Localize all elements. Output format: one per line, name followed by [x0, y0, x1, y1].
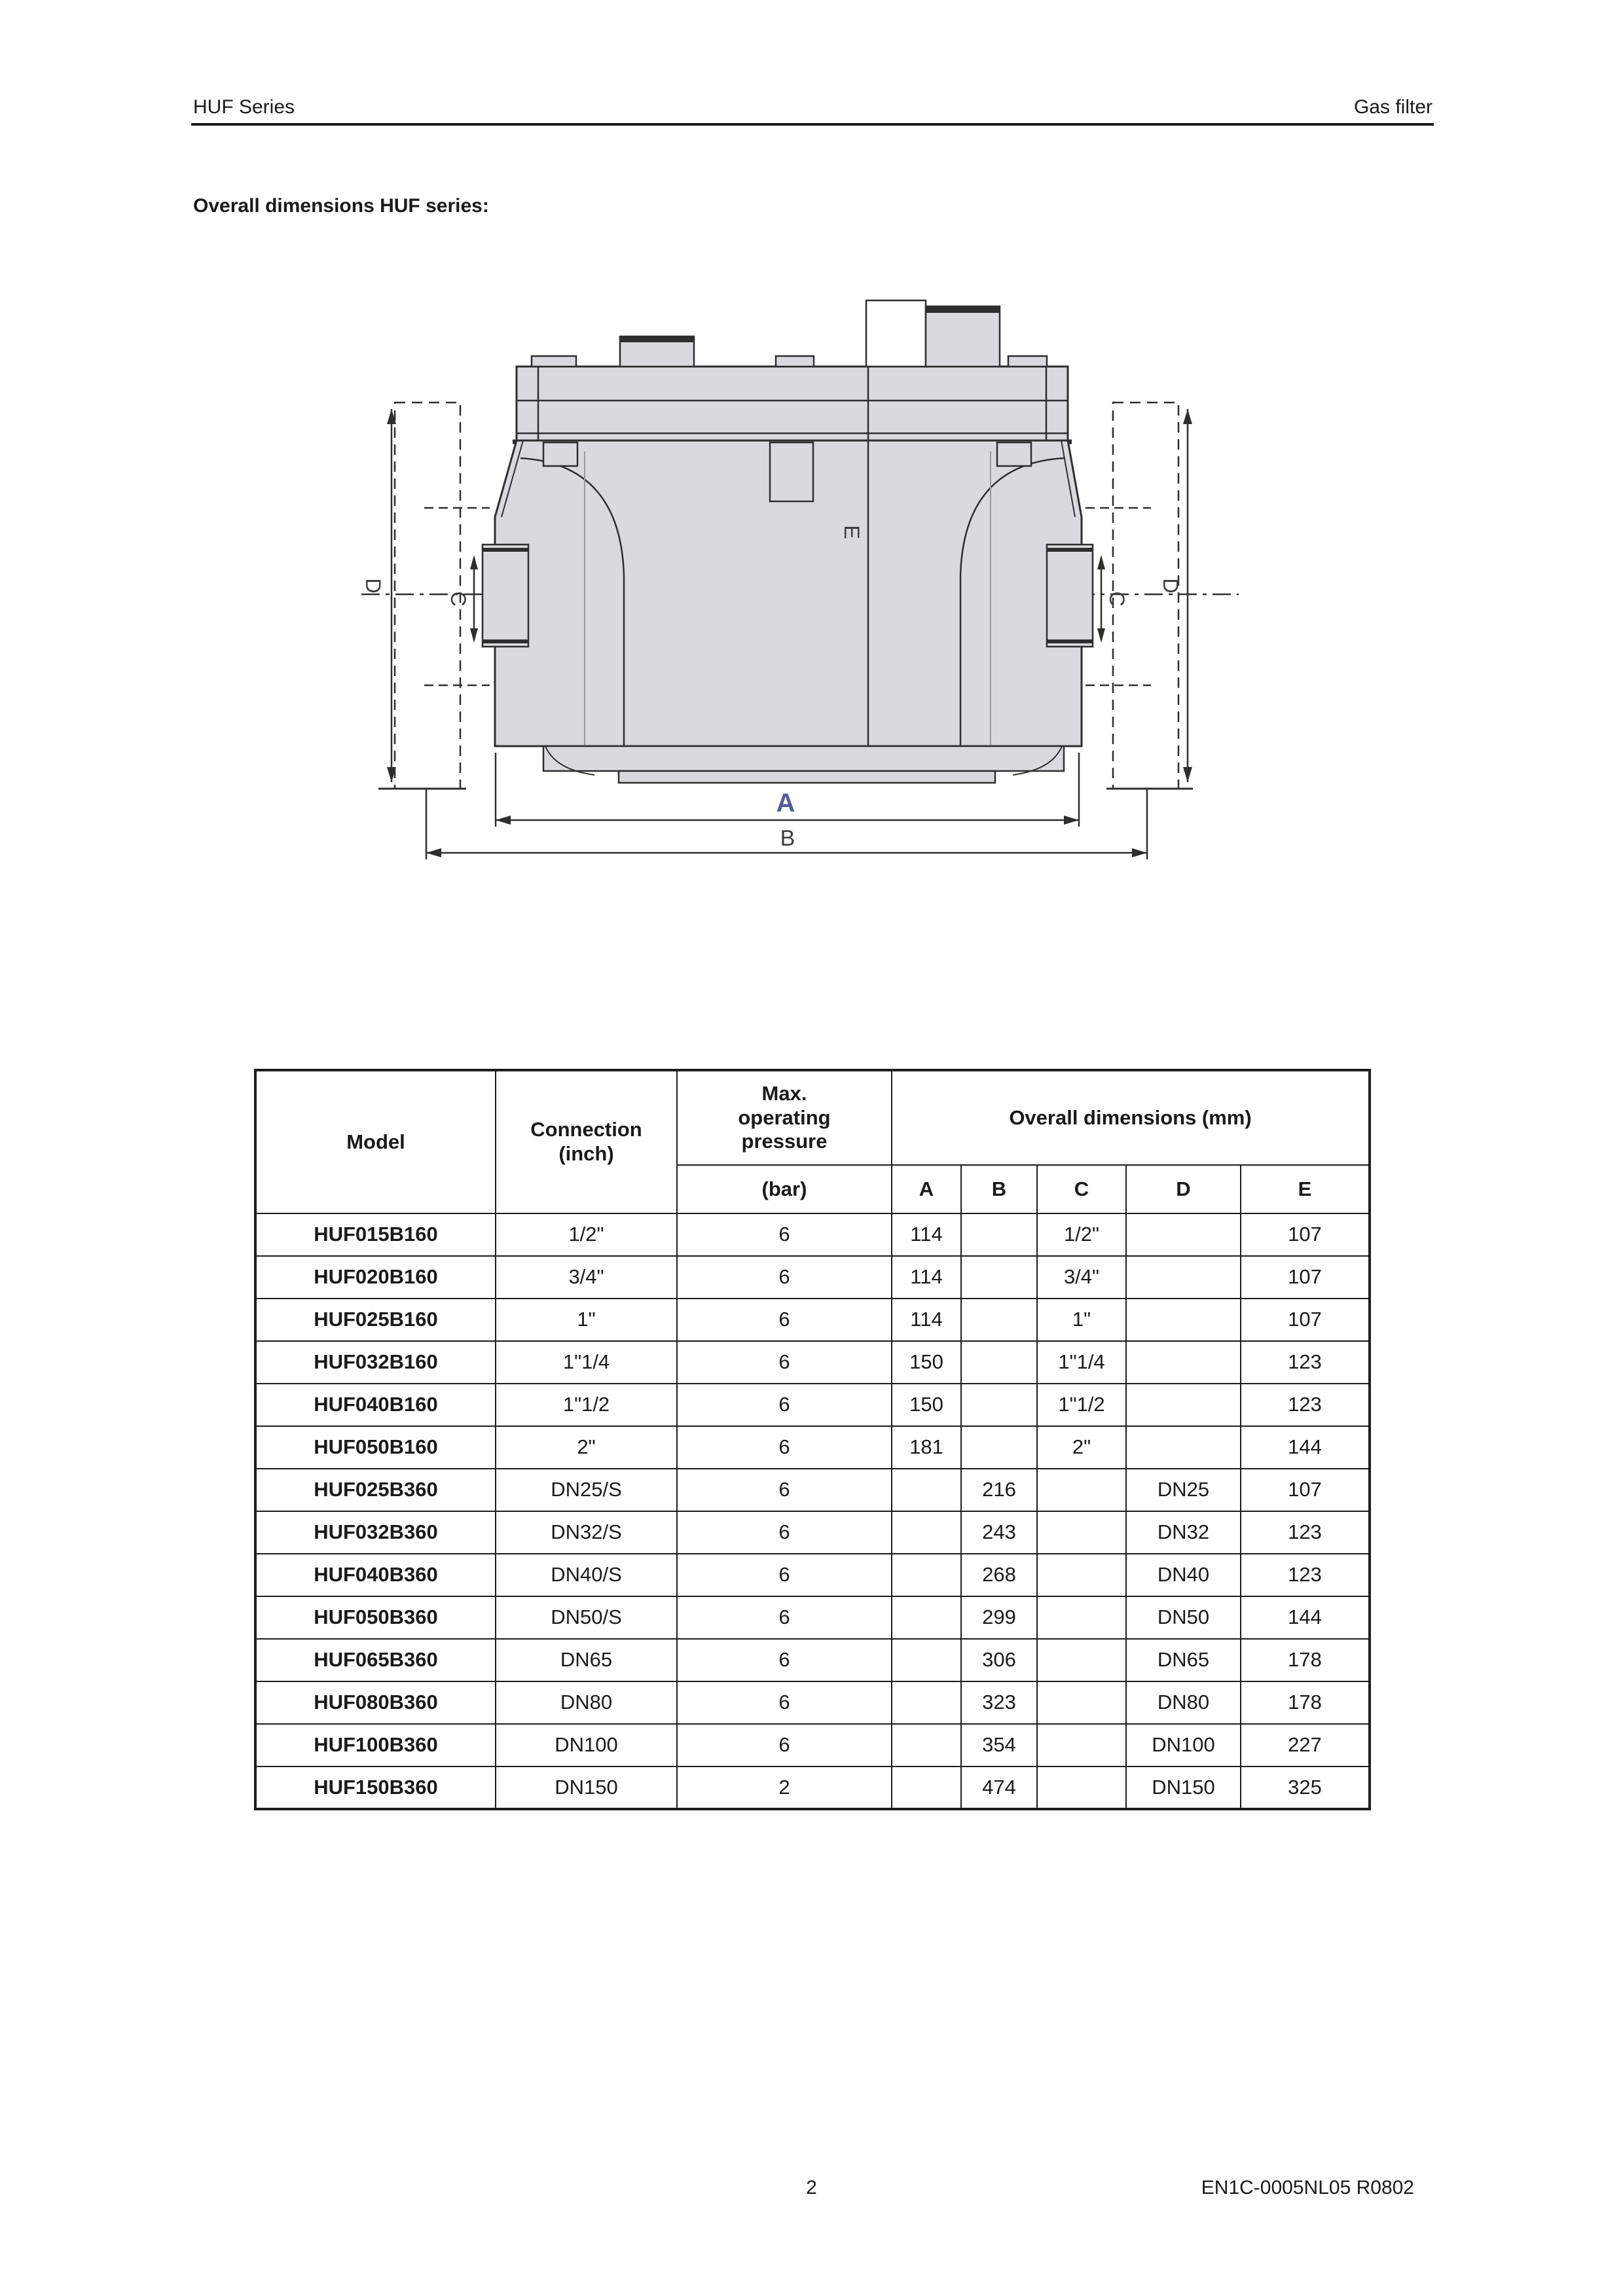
cell-b: [961, 1213, 1037, 1256]
cell-pressure: 6: [677, 1469, 892, 1511]
header-rule: [191, 123, 1434, 126]
cell-c: [1037, 1681, 1126, 1724]
cell-c: [1037, 1511, 1126, 1554]
cell-connection: DN65: [496, 1639, 677, 1681]
cell-d: DN150: [1126, 1767, 1241, 1809]
cover-tab-center: [776, 356, 814, 367]
cell-pressure: 6: [677, 1596, 892, 1639]
cell-a: [892, 1511, 961, 1554]
cell-c: [1037, 1596, 1126, 1639]
cell-c: [1037, 1767, 1126, 1809]
cover-tab-left: [532, 356, 576, 367]
cell-connection: DN80: [496, 1681, 677, 1724]
drawing-lines: [361, 300, 1239, 859]
cell-e: 144: [1241, 1596, 1370, 1639]
col-header-d: D: [1126, 1165, 1241, 1213]
table-row: [255, 1554, 1370, 1596]
cell-e: 123: [1241, 1554, 1370, 1596]
table-row: [255, 1213, 1370, 1256]
cell-a: 114: [892, 1256, 961, 1299]
cell-a: [892, 1596, 961, 1639]
cell-pressure: 6: [677, 1554, 892, 1596]
table-row: [255, 1256, 1370, 1299]
cell-b: [961, 1341, 1037, 1384]
col-header-c: C: [1037, 1165, 1126, 1213]
section-title: Overall dimensions HUF series:: [193, 195, 489, 217]
cell-e: 107: [1241, 1256, 1370, 1299]
cell-e: 178: [1241, 1681, 1370, 1724]
cell-connection: DN32/S: [496, 1511, 677, 1554]
cell-a: 181: [892, 1426, 961, 1469]
cell-e: 107: [1241, 1213, 1370, 1256]
cell-d: [1126, 1426, 1241, 1469]
cover-bracket-center: [770, 442, 813, 501]
dim-label-a: A: [776, 789, 795, 817]
col-header-dims-group: Overall dimensions (mm): [892, 1070, 1370, 1165]
cell-model: HUF080B360: [255, 1681, 496, 1724]
bottom-plate: [619, 771, 995, 783]
cell-c: [1037, 1724, 1126, 1767]
dim-label-d-left: D: [361, 578, 385, 594]
cell-d: [1126, 1213, 1241, 1256]
cell-d: DN50: [1126, 1596, 1241, 1639]
cell-pressure: 6: [677, 1341, 892, 1384]
cell-d: [1126, 1256, 1241, 1299]
cell-model: HUF032B160: [255, 1341, 496, 1384]
cell-d: [1126, 1341, 1241, 1384]
cell-model: HUF100B360: [255, 1724, 496, 1767]
table-row: [255, 1341, 1370, 1384]
cell-a: [892, 1724, 961, 1767]
cell-c: 1"1/4: [1037, 1341, 1126, 1384]
cell-pressure: 6: [677, 1299, 892, 1341]
cell-pressure: 6: [677, 1426, 892, 1469]
cell-b: 474: [961, 1767, 1037, 1809]
cell-model: HUF050B360: [255, 1596, 496, 1639]
cell-c: 1"1/2: [1037, 1384, 1126, 1426]
cell-a: [892, 1554, 961, 1596]
table-row: [255, 1639, 1370, 1681]
top-cover-plate: [517, 367, 1068, 440]
header-series-label: HUF Series: [193, 96, 295, 118]
footer-page-number: 2: [806, 2177, 817, 2198]
cell-e: 107: [1241, 1469, 1370, 1511]
cell-connection: 1": [496, 1299, 677, 1341]
cell-model: HUF065B360: [255, 1639, 496, 1681]
col-header-b: B: [961, 1165, 1037, 1213]
cell-model: HUF020B160: [255, 1256, 496, 1299]
cell-c: [1037, 1639, 1126, 1681]
cell-connection: DN50/S: [496, 1596, 677, 1639]
cell-connection: 1/2": [496, 1213, 677, 1256]
cell-a: [892, 1469, 961, 1511]
table-body: [255, 1213, 1370, 1809]
cell-d: DN100: [1126, 1724, 1241, 1767]
cell-c: [1037, 1469, 1126, 1511]
cell-model: HUF150B360: [255, 1767, 496, 1809]
side-lug-right: [1047, 545, 1093, 647]
technical-drawing: [354, 281, 1283, 877]
top-port-left-cap: [620, 336, 694, 342]
cell-e: 144: [1241, 1426, 1370, 1469]
cell-model: HUF032B360: [255, 1511, 496, 1554]
cell-c: 2": [1037, 1426, 1126, 1469]
cell-d: DN80: [1126, 1681, 1241, 1724]
cell-d: [1126, 1384, 1241, 1426]
cell-e: 123: [1241, 1384, 1370, 1426]
cell-b: 323: [961, 1681, 1037, 1724]
top-port-right-cap: [926, 306, 1000, 313]
cell-pressure: 6: [677, 1213, 892, 1256]
cell-b: 299: [961, 1596, 1037, 1639]
cell-a: [892, 1639, 961, 1681]
cell-a: 114: [892, 1299, 961, 1341]
cell-e: 123: [1241, 1341, 1370, 1384]
col-header-connection: Connection (inch): [496, 1070, 677, 1213]
bottom-skirt: [543, 746, 1064, 771]
cell-pressure: 6: [677, 1384, 892, 1426]
cell-c: [1037, 1554, 1126, 1596]
cover-tab-right: [1008, 356, 1047, 367]
col-header-model: Model: [255, 1070, 496, 1213]
table-row: [255, 1767, 1370, 1809]
cell-c: 1/2": [1037, 1213, 1126, 1256]
table-row: [255, 1681, 1370, 1724]
cell-e: 107: [1241, 1299, 1370, 1341]
cell-model: HUF040B160: [255, 1384, 496, 1426]
cell-d: DN65: [1126, 1639, 1241, 1681]
cell-a: 150: [892, 1341, 961, 1384]
top-port-right-gray: [926, 306, 1000, 367]
col-header-pressure-unit: (bar): [677, 1165, 892, 1213]
side-lug-left: [483, 545, 528, 647]
cell-pressure: 6: [677, 1511, 892, 1554]
cell-a: [892, 1767, 961, 1809]
cell-d: DN40: [1126, 1554, 1241, 1596]
cell-model: HUF025B360: [255, 1469, 496, 1511]
cell-b: 268: [961, 1554, 1037, 1596]
cell-model: HUF015B160: [255, 1213, 496, 1256]
cover-bracket-right: [997, 442, 1031, 466]
header-product-label: Gas filter: [1353, 96, 1432, 118]
cell-b: 306: [961, 1639, 1037, 1681]
cell-connection: DN25/S: [496, 1469, 677, 1511]
cell-connection: 1"1/2: [496, 1384, 677, 1426]
dim-label-c-left: C: [447, 591, 470, 607]
cell-pressure: 2: [677, 1767, 892, 1809]
cell-b: 216: [961, 1469, 1037, 1511]
cell-b: [961, 1256, 1037, 1299]
cell-d: DN32: [1126, 1511, 1241, 1554]
cell-connection: DN150: [496, 1767, 677, 1809]
cell-d: DN25: [1126, 1469, 1241, 1511]
cell-b: [961, 1384, 1037, 1426]
cell-e: 325: [1241, 1767, 1370, 1809]
cell-c: 3/4": [1037, 1256, 1126, 1299]
cell-pressure: 6: [677, 1724, 892, 1767]
col-header-e: E: [1241, 1165, 1370, 1213]
cell-model: HUF050B160: [255, 1426, 496, 1469]
cell-connection: 2": [496, 1426, 677, 1469]
cell-b: [961, 1299, 1037, 1341]
cell-c: 1": [1037, 1299, 1126, 1341]
cell-b: [961, 1426, 1037, 1469]
cover-bracket-left: [543, 442, 577, 466]
table-row: [255, 1299, 1370, 1341]
cell-a: 150: [892, 1384, 961, 1426]
cell-model: HUF040B360: [255, 1554, 496, 1596]
dimensions-table: [254, 1069, 1371, 1810]
cell-e: 227: [1241, 1724, 1370, 1767]
dim-label-e: E: [840, 525, 864, 539]
cell-connection: 3/4": [496, 1256, 677, 1299]
col-header-pressure: Max. operating pressure: [677, 1070, 892, 1165]
cell-e: 123: [1241, 1511, 1370, 1554]
cell-a: 114: [892, 1213, 961, 1256]
table-row: [255, 1469, 1370, 1511]
table-row: [255, 1426, 1370, 1469]
cell-b: 243: [961, 1511, 1037, 1554]
table-row: [255, 1724, 1370, 1767]
cell-pressure: 6: [677, 1256, 892, 1299]
table-row: [255, 1596, 1370, 1639]
cell-a: [892, 1681, 961, 1724]
dim-label-d-right: D: [1159, 578, 1182, 594]
table-row: [255, 1511, 1370, 1554]
cell-b: 354: [961, 1724, 1037, 1767]
cell-e: 178: [1241, 1639, 1370, 1681]
cell-d: [1126, 1299, 1241, 1341]
cell-pressure: 6: [677, 1681, 892, 1724]
col-header-a: A: [892, 1165, 961, 1213]
cell-pressure: 6: [677, 1639, 892, 1681]
cell-connection: DN100: [496, 1724, 677, 1767]
cell-model: HUF025B160: [255, 1299, 496, 1341]
cell-connection: DN40/S: [496, 1554, 677, 1596]
cell-connection: 1"1/4: [496, 1341, 677, 1384]
dim-label-b: B: [780, 826, 795, 851]
top-port-right-white: [866, 300, 926, 367]
footer-doc-code: EN1C-0005NL05 R0802: [1201, 2177, 1414, 2198]
table-row: [255, 1384, 1370, 1426]
dim-label-c-right: C: [1105, 591, 1129, 607]
